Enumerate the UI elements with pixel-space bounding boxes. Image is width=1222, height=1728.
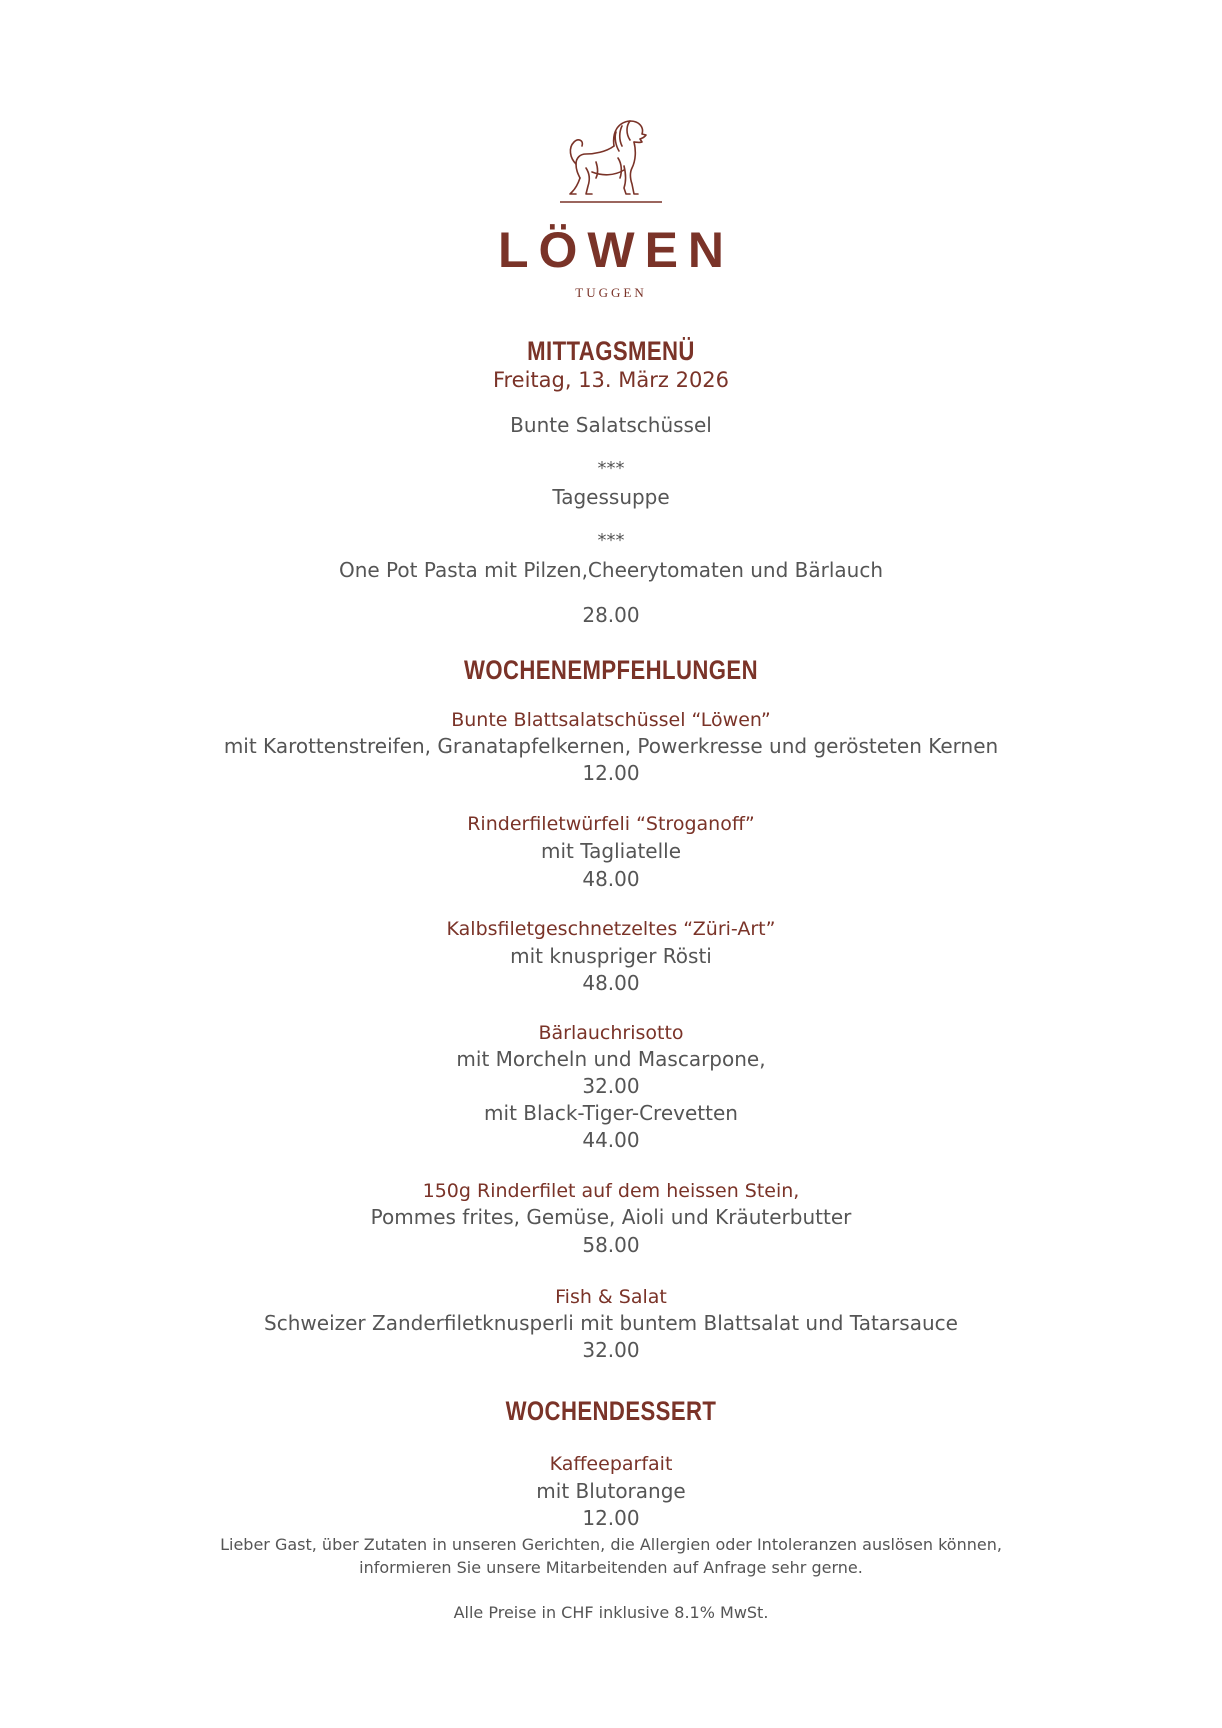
dish-name: Rinderfiletwürfeli “Stroganoff”: [467, 813, 755, 835]
dish-description: Pommes frites, Gemüse, Aioli und Kräuterbutter: [370, 1205, 852, 1229]
dish-price: 58.00: [582, 1233, 640, 1257]
dish-name: Kalbsfiletgeschnetzeltes “Züri-Art”: [446, 918, 776, 940]
dish-price: 32.00: [582, 1338, 640, 1362]
lunch-main: One Pot Pasta mit Pilzen,Cheerytomaten und Bärlauch: [338, 558, 884, 582]
dish-price: 48.00: [582, 971, 640, 995]
lunch-menu-title: MITTAGSMENÜ: [527, 336, 695, 366]
dish-description: mit Blutorange: [536, 1479, 686, 1503]
dish-price: 32.00: [582, 1074, 640, 1098]
dish-name: Bunte Blattsalatschüssel “Löwen”: [451, 709, 771, 731]
dish-name: 150g Rinderfilet auf dem heissen Stein,: [422, 1180, 800, 1202]
dish-price: 48.00: [582, 867, 640, 891]
logo: [0, 118, 1222, 212]
lunch-price: 28.00: [582, 603, 640, 627]
dish-name: Kaffeeparfait: [549, 1453, 673, 1475]
dessert-title: WOCHENDESSERT: [505, 1396, 717, 1426]
dish-description: mit Morcheln und Mascarpone,: [456, 1047, 766, 1071]
weekly-title: WOCHENEMPFEHLUNGEN: [464, 655, 758, 685]
dish-description: mit Tagliatelle: [540, 839, 682, 863]
allergy-note: informieren Sie unsere Mitarbeitenden auf Anfrage sehr gerne.: [359, 1558, 863, 1577]
lion-icon: [556, 118, 666, 212]
dish-price: 12.00: [582, 761, 640, 785]
dish-description: Schweizer Zanderfiletknusperli mit buntem Blattsalat und Tatarsauce: [264, 1311, 958, 1335]
menu-date: Freitag, 13. März 2026: [492, 368, 730, 392]
allergy-note: Lieber Gast, über Zutaten in unseren Gerichten, die Allergien oder Intoleranzen auslösen können,: [220, 1535, 1002, 1554]
brand-location: TUGGEN: [575, 285, 647, 300]
course-separator: ***: [597, 458, 625, 479]
vat-note: Alle Preise in CHF inklusive 8.1% MwSt.: [453, 1603, 769, 1622]
dish-description: mit knuspriger Rösti: [510, 944, 712, 968]
dish-description: mit Black-Tiger-Crevetten: [484, 1101, 738, 1125]
dish-name: Fish & Salat: [555, 1286, 667, 1308]
dish-name: Bärlauchrisotto: [538, 1022, 684, 1044]
dish-description: mit Karottenstreifen, Granatapfelkernen, Powerkresse und gerösteten Kernen: [223, 734, 999, 758]
dish-price: 44.00: [582, 1128, 640, 1152]
lunch-starter: Bunte Salatschüssel: [510, 413, 712, 437]
brand-name: LÖWEN: [497, 222, 735, 278]
lunch-soup: Tagessuppe: [552, 485, 670, 509]
course-separator: ***: [597, 530, 625, 551]
dish-price: 12.00: [582, 1506, 640, 1530]
